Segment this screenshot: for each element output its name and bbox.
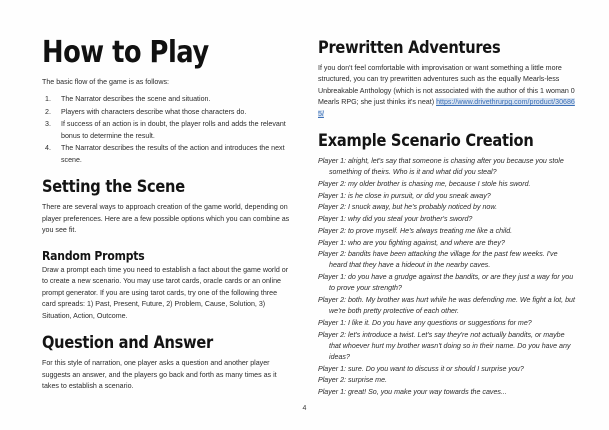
dialogue-line: Player 1: sure. Do you want to discuss it or should I surprise you? [318, 364, 524, 373]
list-item: If success of an action is in doubt, the player rolls and adds the relevant bonus to determine the result. [61, 120, 286, 140]
gameplay-steps-list [42, 94, 292, 166]
dialogue-line: Player 2: my older brother is chasing me, because I stole his sword. [318, 180, 531, 189]
dialogue-line: Player 1: why did you steal your brother's sword? [318, 215, 473, 224]
heading-prewritten-adventures: Prewritten Adventures [318, 38, 501, 58]
prewritten-adventures-paragraph [318, 63, 576, 120]
dialogue-line: Player 1: who are you fighting against, and where are they? [318, 238, 505, 247]
heading-example-scenario-creation: Example Scenario Creation [318, 131, 534, 152]
dialogue-line: Player 1: do you have a grudge against the bandits, or are they just a way for you to prove your strength? [318, 273, 574, 293]
dialogue-line: Player 2: I snuck away, but he's probably noticed by now. [318, 203, 498, 212]
dialogue-line: Player 1: alright, let's say that someone is chasing after you because you stole something of theirs. Who is it and what did you steal? [318, 157, 564, 177]
right-column [318, 30, 576, 396]
intro-paragraph: The basic flow of the game is as follows: [42, 78, 169, 86]
page-title: How to Play [42, 35, 209, 70]
example-dialogue-list [318, 156, 576, 398]
page-number: 4 [302, 405, 307, 412]
heading-random-prompts: Random Prompts [42, 247, 145, 263]
heading-setting-the-scene: Setting the Scene [42, 177, 185, 198]
list-item: The Narrator describes the results of the action and introduces the next scene. [61, 144, 285, 164]
setting-the-scene-paragraph: There are several ways to approach creation of the game world, depending on player preferences. Here are a few possible options which you can combine as you see fit. [42, 203, 290, 235]
drivethrurpg-product-link[interactable]: https://www.drivethrurpg.com/product/306865/ [318, 98, 575, 118]
dialogue-line: Player 2: surprise me. [318, 376, 387, 385]
list-item: Players with characters describe what those characters do. [61, 107, 247, 116]
question-and-answer-paragraph: For this style of narration, one player asks a question and another player suggests an answer, and the players go back and forth as many times as it takes to establish a scenario. [42, 359, 277, 391]
random-prompts-paragraph: Draw a prompt each time you need to establish a fact about the game world or to create a new scenario. You may use tarot cards, oracle cards or an online prompt generator. If you are using tarot cards, try one of the following three card spreads: 1) Past, Present, Future, 2) Problem, Cause, Solution, 3) Situation, Action, Outcome. [42, 265, 289, 320]
list-item: The Narrator describes the scene and situation. [61, 95, 211, 104]
dialogue-line: Player 1: is he close in pursuit, or did you sneak away? [318, 191, 491, 200]
heading-question-and-answer: Question and Answer [42, 333, 213, 354]
dialogue-line: Player 1: I like it. Do you have any questions or suggestions for me? [318, 318, 532, 327]
dialogue-line: Player 1: great! So, you make your way towards the caves... [318, 388, 507, 397]
dialogue-line: Player 2: both. My brother was hurt while he was defending me. We fight a lot, but we're both pretty protective of each other. [318, 296, 575, 316]
left-column [42, 30, 292, 396]
dialogue-line: Player 2: let's introduce a twist. Let's say they're not actually bandits, or maybe that whoever hurt my brother wasn't doing so in their name. Do you have any ideas? [318, 330, 571, 362]
dialogue-line: Player 2: to prove myself. He's always treating me like a child. [318, 226, 513, 235]
dialogue-line: Player 2: bandits have been attacking the village for the past few weeks. I've heard that they have a hideout in the nearby caves. [318, 250, 558, 270]
prewritten-adventures-text: If you don't feel comfortable with improvisation or want something a little more structured, you can try prewritten adventures such as the equally Mearls-less Unbreakable Anthology (which is not associated with the author of this 1 woman 0 Mearls RPG; she just thinks it's neat) [318, 63, 575, 107]
